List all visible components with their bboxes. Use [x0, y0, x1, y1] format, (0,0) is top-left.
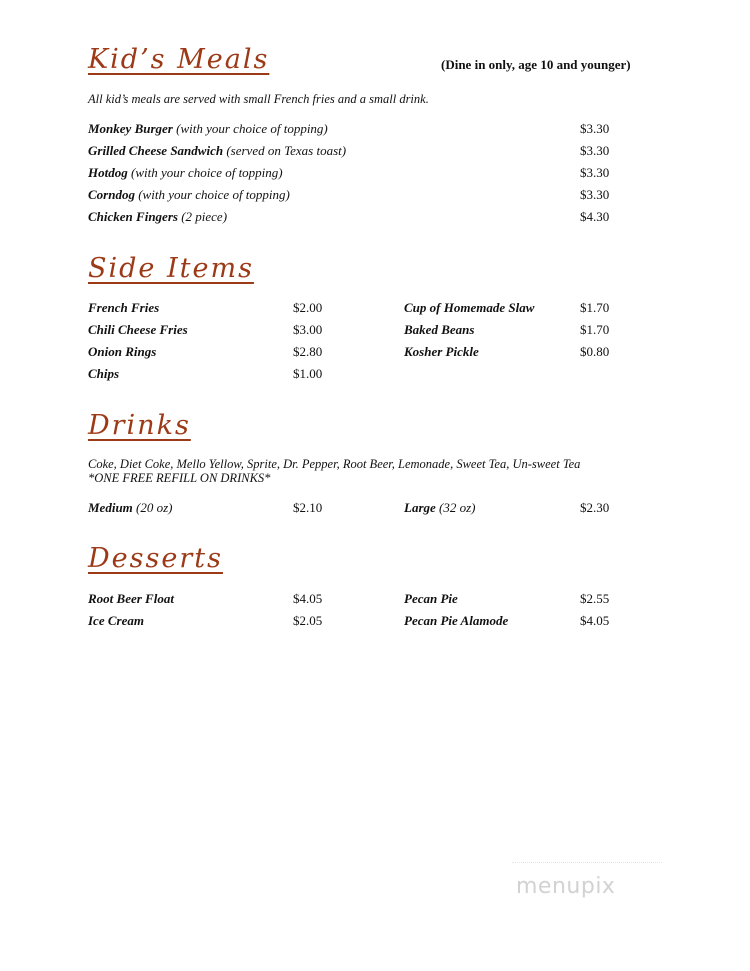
menu-item [88, 500, 173, 516]
item-name: Hotdog [88, 165, 128, 180]
item-desc: (32 oz) [439, 500, 476, 515]
item-price: $4.05 [293, 591, 323, 606]
menu-item [88, 300, 159, 316]
menu-item [404, 322, 474, 338]
side-items-heading: Side Items [88, 253, 254, 284]
item-price: $2.00 [293, 300, 323, 315]
kids-meals-heading: Kid’s Meals [88, 44, 270, 75]
item-price: $3.30 [580, 165, 610, 180]
item-desc: (2 piece) [181, 209, 228, 224]
item-price: $2.30 [580, 500, 610, 515]
item-desc: (with your choice of topping) [138, 187, 290, 202]
item-price: $2.80 [293, 344, 323, 359]
item-name: Ice Cream [88, 613, 144, 628]
menu-item [404, 500, 476, 516]
menu-item [88, 143, 346, 159]
item-name: Corndog [88, 187, 135, 202]
desserts-heading: Desserts [88, 543, 223, 574]
drinks-options: Coke, Diet Coke, Mello Yellow, Sprite, Dr. Pepper, Root Beer, Lemonade, Sweet Tea, Un-sweet Tea [88, 457, 581, 471]
menu-item [88, 187, 290, 203]
item-name: Pecan Pie Alamode [404, 613, 509, 628]
item-price: $3.30 [580, 121, 610, 136]
menu-item [88, 121, 328, 137]
item-price: $3.30 [580, 143, 610, 158]
item-name: French Fries [88, 300, 160, 315]
item-name: Cup of Homemade Slaw [404, 300, 535, 315]
item-name: Medium [88, 500, 133, 515]
menu-item [404, 300, 534, 316]
menu-item [404, 613, 508, 629]
drinks-list [88, 457, 580, 485]
item-name: Chili Cheese Fries [88, 322, 188, 337]
kids-meals-note: (Dine in only, age 10 and younger) [441, 57, 631, 72]
item-name: Chips [88, 366, 120, 381]
menu-item [88, 209, 227, 225]
item-price: $2.10 [293, 500, 323, 515]
menu-item [88, 165, 283, 181]
item-name: Kosher Pickle [404, 344, 479, 359]
item-desc: (with your choice of topping) [130, 165, 283, 180]
item-price: $1.70 [580, 322, 610, 337]
item-name: Pecan Pie [404, 591, 458, 606]
item-price: $2.55 [580, 591, 610, 606]
watermark-logo: menupix [516, 874, 616, 899]
item-name: Onion Rings [88, 344, 157, 359]
item-price: $1.00 [293, 366, 323, 381]
drinks-heading: Drinks [88, 410, 191, 441]
kids-meals-intro: All kid’s meals are served with small French fries and a small drink. [88, 92, 429, 106]
item-price: $2.05 [293, 613, 323, 628]
item-price: $3.00 [293, 322, 323, 337]
item-desc: (served on Texas toast) [226, 143, 347, 158]
item-name: Root Beer Float [88, 591, 174, 606]
menu-item [404, 344, 479, 360]
menu-item [88, 322, 188, 338]
item-price: $4.05 [580, 613, 610, 628]
item-name: Baked Beans [404, 322, 475, 337]
item-price: $3.30 [580, 187, 610, 202]
watermark-divider [512, 862, 662, 863]
item-name: Large [404, 500, 436, 515]
menu-item [88, 613, 144, 629]
item-price: $4.30 [580, 209, 610, 224]
drinks-refill-note: *ONE FREE REFILL ON DRINKS* [88, 471, 271, 485]
menu-item [404, 591, 458, 607]
item-price: $1.70 [580, 300, 610, 315]
item-name: Chicken Fingers [88, 209, 178, 224]
item-price: $0.80 [580, 344, 610, 359]
menu-item [88, 344, 156, 360]
item-desc: (20 oz) [136, 500, 173, 515]
menu-item [88, 591, 174, 607]
item-name: Grilled Cheese Sandwich [88, 143, 224, 158]
menu-item [88, 366, 119, 382]
item-desc: (with your choice of topping) [176, 121, 328, 136]
item-name: Monkey Burger [88, 121, 173, 136]
